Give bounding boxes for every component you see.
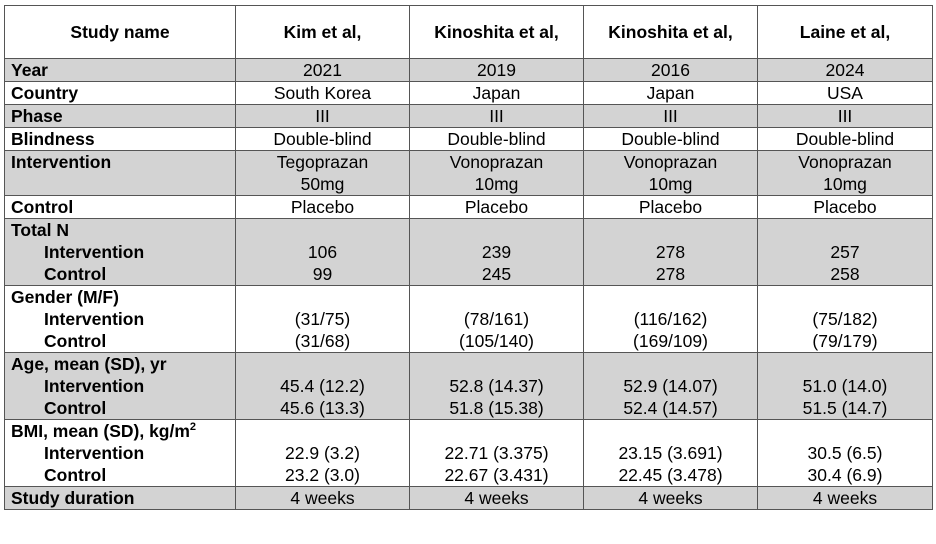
intervention-value: 45.4 (12.2) bbox=[280, 376, 365, 396]
table-cell: Placebo bbox=[584, 196, 758, 219]
intervention-value: (75/182) bbox=[812, 309, 878, 329]
sub-label-control: Control bbox=[44, 465, 107, 485]
control-value: 278 bbox=[655, 264, 686, 284]
table-cell: III bbox=[584, 105, 758, 128]
table-cell bbox=[410, 286, 584, 353]
table-cell: 2019 bbox=[410, 59, 584, 82]
control-value: 258 bbox=[830, 264, 860, 284]
table-cell bbox=[584, 420, 758, 487]
row-bmi bbox=[5, 420, 933, 487]
intervention-value: 51.0 (14.0) bbox=[802, 376, 888, 396]
table-cell bbox=[758, 286, 933, 353]
table-cell: III bbox=[758, 105, 933, 128]
header-study-3: Kinoshita et al, bbox=[584, 6, 758, 59]
group-title: Age, mean (SD), yr bbox=[11, 354, 167, 374]
control-value: 22.67 (3.431) bbox=[444, 465, 549, 485]
table-cell bbox=[584, 286, 758, 353]
table-cell bbox=[584, 219, 758, 286]
table-cell: 2016 bbox=[584, 59, 758, 82]
row-label: Study duration bbox=[5, 487, 236, 510]
header-study-2: Kinoshita et al, bbox=[410, 6, 584, 59]
group-title bbox=[11, 420, 229, 442]
intervention-value: 52.9 (14.07) bbox=[623, 376, 718, 396]
table-cell bbox=[236, 151, 410, 196]
header-study-4: Laine et al, bbox=[758, 6, 933, 59]
intervention-value: 22.9 (3.2) bbox=[285, 443, 360, 463]
control-value: (169/109) bbox=[633, 331, 708, 351]
row-control bbox=[5, 196, 933, 219]
table-cell bbox=[758, 151, 933, 196]
table-cell bbox=[410, 219, 584, 286]
study-characteristics-table bbox=[4, 5, 933, 510]
table-cell bbox=[410, 151, 584, 196]
sub-label-intervention: Intervention bbox=[44, 309, 145, 329]
drug-name: Vonoprazan bbox=[449, 152, 544, 172]
sub-label-intervention: Intervention bbox=[44, 242, 145, 262]
control-value: 22.45 (3.478) bbox=[618, 465, 723, 485]
row-intervention bbox=[5, 151, 933, 196]
sub-label-control: Control bbox=[44, 331, 107, 351]
table-cell bbox=[410, 353, 584, 420]
intervention-value: 278 bbox=[655, 242, 686, 262]
table-cell: South Korea bbox=[236, 82, 410, 105]
intervention-value: 257 bbox=[830, 242, 860, 262]
table-cell bbox=[236, 420, 410, 487]
header-study-name: Study name bbox=[5, 6, 236, 59]
table-cell: III bbox=[236, 105, 410, 128]
control-value: 99 bbox=[312, 264, 333, 284]
bmi-label-text: BMI, mean (SD), kg/m bbox=[11, 421, 190, 441]
control-value: 30.4 (6.9) bbox=[807, 465, 883, 485]
table-cell bbox=[758, 420, 933, 487]
sub-label-control: Control bbox=[44, 398, 107, 418]
control-value: (31/68) bbox=[294, 331, 351, 351]
row-year bbox=[5, 59, 933, 82]
control-value: 245 bbox=[481, 264, 512, 284]
bmi-label-superscript: 2 bbox=[189, 421, 197, 433]
header-study-1: Kim et al, bbox=[236, 6, 410, 59]
table-cell: Placebo bbox=[758, 196, 933, 219]
table-cell: 4 weeks bbox=[236, 487, 410, 510]
drug-name: Vonoprazan bbox=[798, 152, 892, 172]
row-label: Country bbox=[5, 82, 236, 105]
table-cell: Double-blind bbox=[584, 128, 758, 151]
table-cell bbox=[758, 219, 933, 286]
table-cell: 4 weeks bbox=[758, 487, 933, 510]
row-age bbox=[5, 353, 933, 420]
table-cell bbox=[236, 219, 410, 286]
drug-dose: 50mg bbox=[300, 174, 345, 194]
drug-name: Tegoprazan bbox=[276, 152, 369, 172]
intervention-value: (116/162) bbox=[633, 309, 708, 329]
row-label bbox=[5, 353, 236, 420]
intervention-value: (78/161) bbox=[463, 309, 530, 329]
table-cell: 4 weeks bbox=[584, 487, 758, 510]
row-gender bbox=[5, 286, 933, 353]
intervention-value: 23.15 (3.691) bbox=[618, 443, 723, 463]
intervention-value: 52.8 (14.37) bbox=[449, 376, 544, 396]
row-label: Blindness bbox=[5, 128, 236, 151]
table-cell: USA bbox=[758, 82, 933, 105]
row-label bbox=[5, 420, 236, 487]
group-title: Total N bbox=[11, 220, 70, 240]
table-cell: Japan bbox=[410, 82, 584, 105]
row-study-duration bbox=[5, 487, 933, 510]
table-cell: Placebo bbox=[410, 196, 584, 219]
drug-dose: 10mg bbox=[648, 174, 693, 194]
row-label: Year bbox=[5, 59, 236, 82]
row-country bbox=[5, 82, 933, 105]
drug-dose: 10mg bbox=[474, 174, 519, 194]
intervention-value: 30.5 (6.5) bbox=[807, 443, 883, 463]
row-label: Control bbox=[5, 196, 236, 219]
control-value: 51.5 (14.7) bbox=[802, 398, 888, 418]
table-cell: III bbox=[410, 105, 584, 128]
table-cell: 2024 bbox=[758, 59, 933, 82]
control-value: (79/179) bbox=[812, 331, 878, 351]
table-cell: 4 weeks bbox=[410, 487, 584, 510]
row-phase bbox=[5, 105, 933, 128]
table-cell bbox=[236, 286, 410, 353]
control-value: 23.2 (3.0) bbox=[285, 465, 360, 485]
table-cell: Double-blind bbox=[410, 128, 584, 151]
row-label bbox=[5, 286, 236, 353]
row-label bbox=[5, 219, 236, 286]
table-cell: Double-blind bbox=[236, 128, 410, 151]
table-cell: Placebo bbox=[236, 196, 410, 219]
table-cell bbox=[410, 420, 584, 487]
row-blindness bbox=[5, 128, 933, 151]
table-cell bbox=[236, 353, 410, 420]
intervention-value: 239 bbox=[481, 242, 512, 262]
table-cell: Japan bbox=[584, 82, 758, 105]
table-cell bbox=[758, 353, 933, 420]
table-cell bbox=[584, 151, 758, 196]
group-title: Gender (M/F) bbox=[11, 287, 119, 307]
drug-name: Vonoprazan bbox=[623, 152, 718, 172]
row-label: Intervention bbox=[5, 151, 236, 196]
control-value: (105/140) bbox=[459, 331, 534, 351]
intervention-value: (31/75) bbox=[294, 309, 351, 329]
table-cell: Double-blind bbox=[758, 128, 933, 151]
control-value: 51.8 (15.38) bbox=[449, 398, 544, 418]
intervention-value: 106 bbox=[307, 242, 338, 262]
control-value: 45.6 (13.3) bbox=[280, 398, 365, 418]
table-cell bbox=[584, 353, 758, 420]
table-cell: 2021 bbox=[236, 59, 410, 82]
sub-label-control: Control bbox=[44, 264, 107, 284]
intervention-value: 22.71 (3.375) bbox=[444, 443, 549, 463]
row-label: Phase bbox=[5, 105, 236, 128]
header-row bbox=[5, 6, 933, 59]
row-total-n bbox=[5, 219, 933, 286]
sub-label-intervention: Intervention bbox=[44, 376, 145, 396]
drug-dose: 10mg bbox=[823, 174, 867, 194]
sub-label-intervention: Intervention bbox=[44, 443, 145, 463]
control-value: 52.4 (14.57) bbox=[623, 398, 718, 418]
